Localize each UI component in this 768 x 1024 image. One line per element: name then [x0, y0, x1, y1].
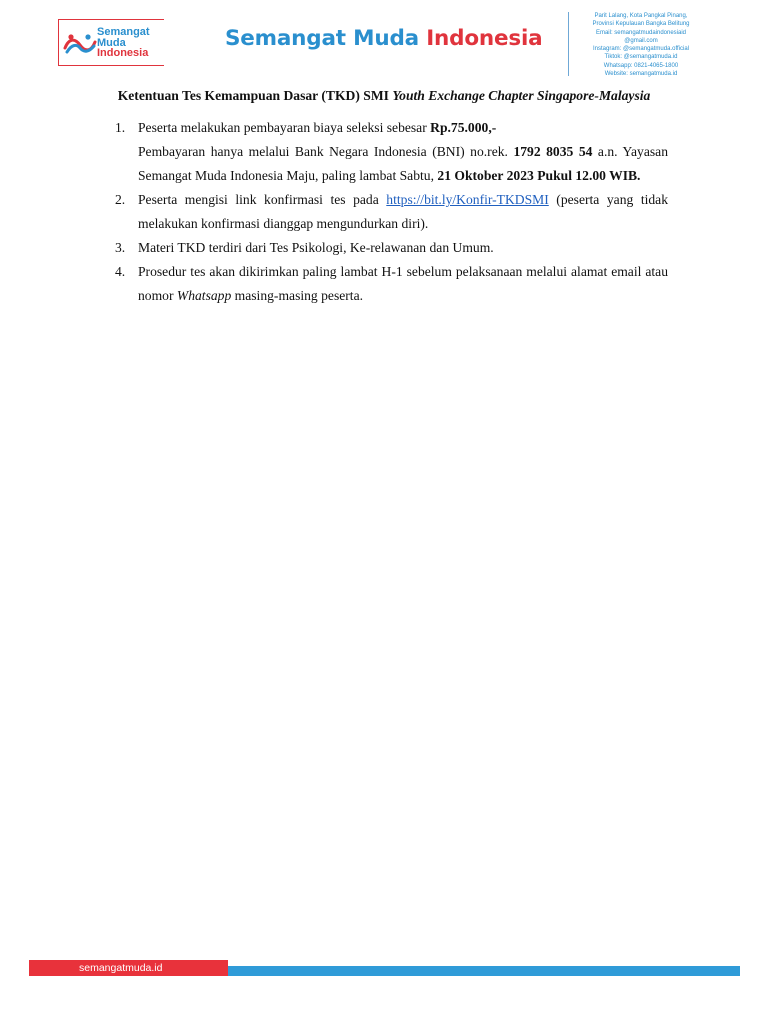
logo-line-1: Semangat [97, 26, 150, 38]
rule-text: Peserta mengisi link konfirmasi tes pada [138, 192, 387, 207]
footer-blue-bar [228, 966, 740, 976]
title-prefix: Ketentuan Tes Kemampuan Dasar (TKD) SMI [117, 88, 393, 103]
brand-title [225, 26, 542, 51]
contact-address-1: Parit Lalang, Kota Pangkal Pinang, [594, 13, 688, 19]
logo-line-3: Indonesia [97, 47, 149, 59]
rule-item-1 [102, 116, 668, 188]
contact-instagram: Instagram: @semangatmuda.official [592, 46, 690, 53]
rule-number: 3. [115, 240, 126, 255]
logo-line-2: Muda [97, 36, 126, 49]
rule-number: 4. [115, 264, 126, 279]
contact-email-domain: @gmail.com [624, 37, 658, 44]
rule-number: 1. [115, 120, 126, 135]
title-italic: Youth Exchange Chapter Singapore-Malaysia [392, 88, 651, 103]
rules-list [102, 116, 668, 308]
rule-text: a.n. Yayasan Semangat Muda Indonesia Maju, paling lambat Sabtu, [138, 144, 668, 183]
contact-email: Email: semangatmudaindonesiaid [595, 29, 687, 36]
contact-address-2: Provinsi Kepulauan Bangka Belitung [592, 21, 690, 28]
rule-item-3 [102, 236, 668, 260]
contact-info [575, 12, 707, 78]
rule-text: Prosedur tes akan dikirimkan paling lambat H-1 sebelum pelaksanaan melalui alamat email atau nomor [138, 264, 668, 303]
header-divider [568, 12, 569, 76]
payment-amount: Rp.75.000,- [430, 120, 497, 135]
contact-website: Website: semangatmuda.id [604, 71, 678, 78]
rule-item-4 [102, 260, 668, 308]
footer-website: semangatmuda.id [79, 962, 163, 974]
whatsapp-italic: Whatsapp [176, 288, 232, 303]
document-title [0, 88, 768, 104]
logo-wordmark [97, 27, 150, 59]
rule-text: Materi TKD terdiri dari Tes Psikologi, Ke-relawanan dan Umum. [138, 240, 494, 255]
contact-tiktok: Tiktok: @semangatmuda.id [604, 54, 678, 61]
brand-title-blue: Semangat Muda [225, 26, 427, 51]
payment-deadline: 21 Oktober 2023 Pukul 12.00 WIB. [437, 168, 641, 183]
logo [58, 19, 164, 66]
rule-text: Pembayaran hanya melalui Bank Negara Indonesia (BNI) no.rek. [138, 144, 514, 159]
footer-red-bar [29, 960, 228, 976]
people-logo-icon [63, 32, 97, 56]
rule-text: (peserta yang tidak melakukan konfirmasi dianggap mengundurkan diri). [138, 192, 668, 231]
confirmation-link[interactable]: https://bit.ly/Konfir-TKDSMI [386, 192, 549, 207]
contact-whatsapp: Whatsapp: 0821-4065-1800 [603, 62, 679, 69]
rule-number: 2. [115, 192, 126, 207]
rule-item-2 [102, 188, 668, 236]
account-number: 1792 8035 54 [513, 144, 593, 159]
rule-text: masing-masing peserta. [231, 288, 364, 303]
rule-text: Peserta melakukan pembayaran biaya seleksi sebesar [138, 120, 431, 135]
brand-title-red: Indonesia [426, 26, 543, 51]
